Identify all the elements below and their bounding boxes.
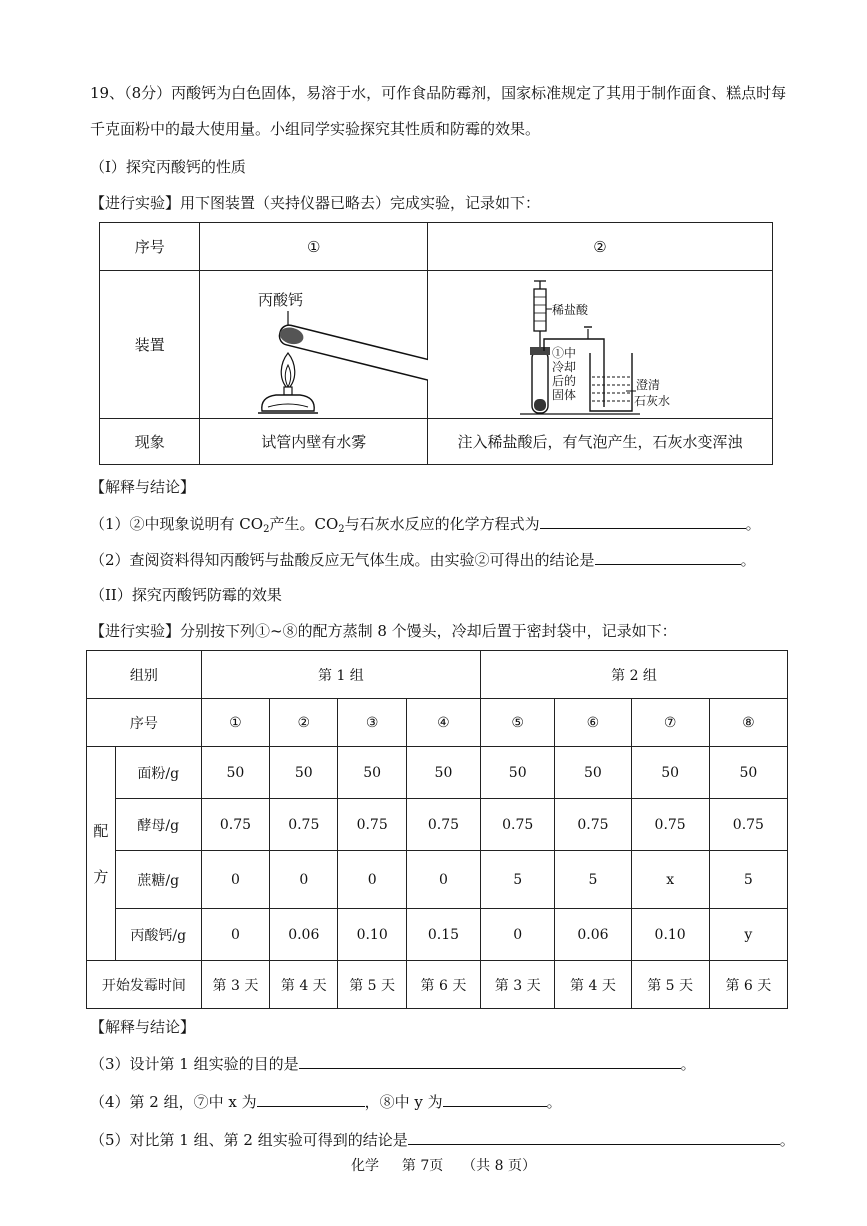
index-label: 序号	[87, 699, 202, 747]
q1-answer-blank[interactable]	[540, 512, 746, 529]
table-cell: 0.75	[406, 799, 480, 851]
q5-end: 。	[779, 1131, 795, 1149]
q4-x-blank[interactable]	[257, 1090, 365, 1107]
q2-answer-blank[interactable]	[595, 548, 741, 565]
conclusion-heading-1: 【解释与结论】	[90, 478, 196, 496]
solid-label-3: 后的	[552, 374, 577, 388]
table-cell: 0	[406, 851, 480, 909]
index-cell: ④	[406, 699, 480, 747]
part2-heading: （II）探究丙酸钙防霉的效果	[90, 586, 282, 604]
table-cell: 0.75	[338, 799, 406, 851]
mold-time-cell: 第 5 天	[338, 961, 406, 1009]
table1-header-col1: ①	[200, 223, 428, 271]
index-cell: ⑤	[481, 699, 555, 747]
acid-reaction-apparatus-diagram	[428, 271, 774, 419]
heating-apparatus-diagram	[200, 271, 428, 419]
part2-experiment-intro: 【进行实验】分别按下列①~⑧的配方蒸制 8 个馒头，冷却后置于密封袋中，记录如下：	[90, 622, 677, 640]
phenomenon-2: 注入稀盐酸后，有气泡产生，石灰水变浑浊	[428, 419, 773, 465]
table1-row-phenomenon: 现象	[100, 419, 200, 465]
table-cell: 0.06	[270, 909, 338, 961]
conclusion-heading-2: 【解释与结论】	[90, 1018, 196, 1036]
q4-text-b: ，⑧中 y 为	[364, 1093, 443, 1111]
table-cell: 5	[481, 851, 555, 909]
group-label: 组别	[87, 651, 202, 699]
table-cell: 0.75	[555, 799, 631, 851]
table1-header-col2: ②	[428, 223, 773, 271]
footer-page: 第 7页	[401, 1158, 444, 1174]
limewater-label-1: 澄清	[636, 378, 661, 392]
solid-label-4: 固体	[552, 388, 577, 402]
part1-experiment-intro: 【进行实验】用下图装置（夹持仪器已略去）完成实验，记录如下：	[90, 194, 541, 212]
mold-time-cell: 第 3 天	[481, 961, 555, 1009]
q3-answer-blank[interactable]	[299, 1052, 681, 1069]
q1-subscript: 2	[263, 524, 270, 535]
q1-text-b: 产生。CO	[269, 515, 339, 533]
row-name-calcium-propionate: 丙酸钙/g	[115, 909, 201, 961]
table-cell: 50	[270, 747, 338, 799]
q2-end: 。	[740, 551, 756, 569]
footer-total: （共 8 页）	[462, 1158, 536, 1174]
q1-text-a: （1）②中现象说明有 CO	[90, 515, 264, 533]
mold-time-cell: 第 6 天	[406, 961, 480, 1009]
table-cell: 50	[201, 747, 269, 799]
mold-time-cell: 第 4 天	[555, 961, 631, 1009]
index-cell: ⑦	[631, 699, 709, 747]
table-cell: 0	[201, 851, 269, 909]
solid-label-2: 冷却	[552, 360, 577, 374]
question-1	[90, 512, 761, 541]
index-cell: ⑥	[555, 699, 631, 747]
mold-time-label: 开始发霉时间	[87, 961, 202, 1009]
experiment-table-1	[99, 222, 773, 465]
table-cell: 0.75	[709, 799, 787, 851]
question-4	[90, 1090, 562, 1113]
question-2	[90, 548, 756, 571]
table-cell: 0.06	[555, 909, 631, 961]
mold-time-cell: 第 5 天	[631, 961, 709, 1009]
table-cell: 0.75	[201, 799, 269, 851]
recipe-label-2: 方	[93, 867, 109, 886]
question-5	[90, 1128, 795, 1151]
q4-text-a: （4）第 2 组，⑦中 x 为	[90, 1093, 257, 1111]
mold-time-cell: 第 3 天	[201, 961, 269, 1009]
recipe-label-1: 配	[93, 821, 109, 840]
table-cell: 0.75	[481, 799, 555, 851]
phenomenon-1: 试管内壁有水雾	[200, 419, 428, 465]
recipe-label	[87, 747, 116, 961]
page-footer	[351, 1155, 536, 1175]
table-cell: 50	[338, 747, 406, 799]
q3-text: （3）设计第 1 组实验的目的是	[90, 1055, 299, 1073]
table-cell: 0.10	[338, 909, 406, 961]
q4-y-blank[interactable]	[443, 1090, 547, 1107]
mold-experiment-table	[86, 650, 788, 1009]
table-cell: 0.10	[631, 909, 709, 961]
table-cell: 0.15	[406, 909, 480, 961]
q3-end: 。	[680, 1055, 696, 1073]
row-name-flour: 面粉/g	[115, 747, 201, 799]
table-cell: 0.75	[631, 799, 709, 851]
question-line-1: 19、（8分）丙酸钙为白色固体，易溶于水，可作食品防霉剂，国家标准规定了其用于制作面食、糕点时每	[90, 84, 787, 102]
table-cell: 50	[481, 747, 555, 799]
q1-end: 。	[745, 515, 761, 533]
solid-label-1: ①中	[552, 346, 577, 360]
question-3	[90, 1052, 696, 1075]
index-cell: ②	[270, 699, 338, 747]
table-cell: 0	[201, 909, 269, 961]
index-cell: ③	[338, 699, 406, 747]
table-cell-unknown-y: y	[709, 909, 787, 961]
table-cell: 5	[555, 851, 631, 909]
table-cell: 0	[270, 851, 338, 909]
group-1-header: 第 1 组	[201, 651, 480, 699]
apparatus-2-cell	[428, 271, 773, 419]
part1-heading: （I）探究丙酸钙的性质	[90, 158, 246, 176]
table-cell: 0.75	[270, 799, 338, 851]
mold-time-cell: 第 4 天	[270, 961, 338, 1009]
table-cell: 50	[555, 747, 631, 799]
index-cell: ①	[201, 699, 269, 747]
q1-subscript-2: 2	[338, 524, 345, 535]
table-cell: 50	[406, 747, 480, 799]
table-cell: 50	[631, 747, 709, 799]
footer-subject: 化学	[351, 1158, 379, 1174]
table1-header-index: 序号	[100, 223, 200, 271]
apparatus-1-cell	[200, 271, 428, 419]
q1-text-c: 与石灰水反应的化学方程式为	[344, 515, 540, 533]
limewater-label-2: 石灰水	[634, 394, 671, 408]
row-name-yeast: 酵母/g	[115, 799, 201, 851]
acid-label: 稀盐酸	[552, 303, 589, 317]
table-cell: 5	[709, 851, 787, 909]
q5-text: （5）对比第 1 组、第 2 组实验可得到的结论是	[90, 1131, 408, 1149]
apparatus1-label: 丙酸钙	[258, 291, 304, 309]
group-2-header: 第 2 组	[481, 651, 788, 699]
table1-row-apparatus: 装置	[100, 271, 200, 419]
table-cell: 0	[481, 909, 555, 961]
table-cell: 0	[338, 851, 406, 909]
question-line-2: 千克面粉中的最大使用量。小组同学实验探究其性质和防霉的效果。	[90, 120, 541, 138]
q4-end: 。	[546, 1093, 562, 1111]
table-cell: 50	[709, 747, 787, 799]
index-cell: ⑧	[709, 699, 787, 747]
table-cell-unknown-x: x	[631, 851, 709, 909]
q2-text: （2）查阅资料得知丙酸钙与盐酸反应无气体生成。由实验②可得出的结论是	[90, 551, 595, 569]
row-name-sugar: 蔗糖/g	[115, 851, 201, 909]
q5-answer-blank[interactable]	[408, 1128, 780, 1145]
mold-time-cell: 第 6 天	[709, 961, 787, 1009]
